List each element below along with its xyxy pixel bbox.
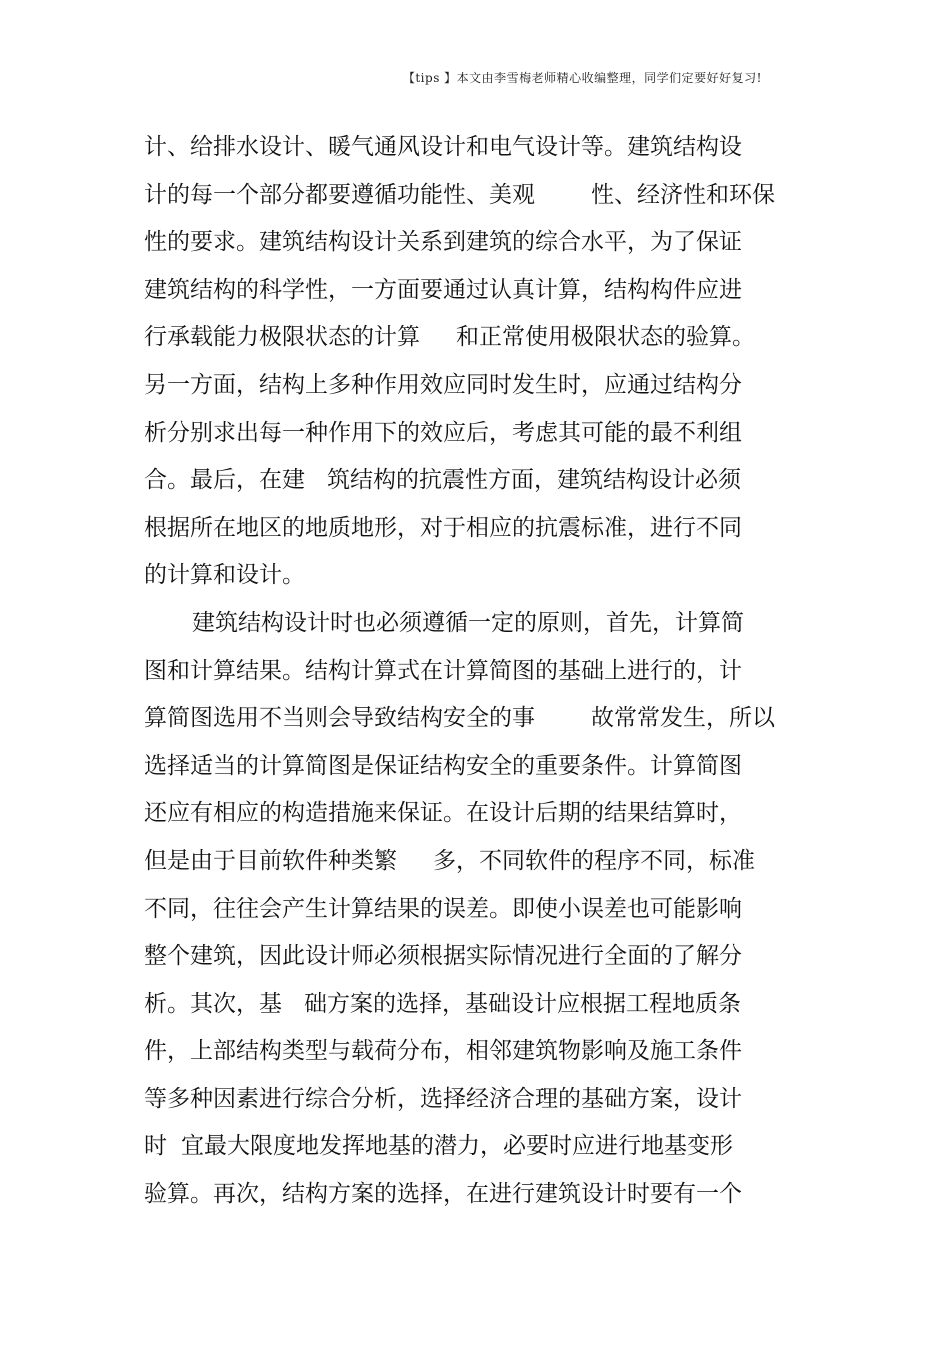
text-line [144,981,784,1029]
text-line [144,933,784,981]
text-line [144,505,784,553]
text-segment: 根据所在地区的地质地形，对于相应的抗震标准，进行不同 [144,514,742,541]
document-body [144,124,784,1219]
text-segment: 和正常使用极限状态的验算。 [456,324,755,351]
text-line [144,219,784,267]
text-line [144,838,784,886]
text-line [144,648,784,696]
text-segment: 析。其次，基 [144,990,282,1017]
text-segment: 件，上部结构类型与载荷分布，相邻建筑物影响及施工条件 [144,1038,742,1065]
text-line [144,362,784,410]
text-line [144,790,784,838]
text-segment: 性、经济性和环保 [591,181,775,208]
header-tip: 【tips 】本文由李雪梅老师精心收编整理，同学们定要好好复习! [402,71,762,85]
text-segment: 础方案的选择，基础设计应根据工程地质条 [304,990,741,1017]
text-segment: 故常常发生，所以 [591,705,775,732]
text-line [144,695,784,743]
text-line [144,124,784,172]
text-segment: 验算。再次，结构方案的选择，在进行建筑设计时要有一个 [144,1181,742,1208]
text-segment: 计的每一个部分都要遵循功能性、美观 [144,181,535,208]
text-line [144,1123,784,1171]
text-segment: 性的要求。建筑结构设计关系到建筑的综合水平，为了保证 [144,229,742,256]
text-line [144,1028,784,1076]
text-segment: 宜最大限度地发挥地基的潜力，必要时应进行地基变形 [181,1133,733,1160]
text-segment: 但是由于目前软件种类繁 [144,847,397,874]
text-segment: 另一方面，结构上多种作用效应同时发生时，应通过结构分 [144,371,742,398]
text-segment: 计、给排水设计、暖气通风设计和电气设计等。建筑结构设 [144,134,742,160]
text-segment: 筑结构的抗震性方面，建筑结构设计必须 [327,467,741,494]
text-segment: 合。最后，在建 [144,467,305,494]
text-segment: 图和计算结果。结构计算式在计算简图的基础上进行的，计 [144,657,742,684]
text-line [144,886,784,934]
text-segment: 等多种因素进行综合分析，选择经济合理的基础方案，设计 [144,1085,742,1112]
text-line [144,410,784,458]
text-segment: 的计算和设计。 [144,562,305,589]
text-segment: 时 [144,1133,167,1160]
text-line [144,172,784,220]
text-segment: 建筑结构的科学性，一方面要通过认真计算，结构构件应进 [144,276,742,303]
text-line [144,743,784,791]
text-segment: 不同，往往会产生计算结果的误差。即使小误差也可能影响 [144,895,742,922]
text-segment: 还应有相应的构造措施来保证。在设计后期的结果结算时， [144,800,742,827]
text-line [144,314,784,362]
text-segment: 建筑结构设计时也必须遵循一定的原则，首先，计算简 [192,609,744,636]
text-segment: 选择适当的计算简图是保证结构安全的重要条件。计算简图 [144,752,742,779]
text-segment: 多，不同软件的程序不同，标准 [433,847,755,874]
text-segment: 行承载能力极限状态的计算 [144,324,420,351]
text-segment: 算简图选用不当则会导致结构安全的事 [144,705,535,732]
text-line [144,600,784,648]
text-segment: 析分别求出每一种作用下的效应后，考虑其可能的最不利组 [144,419,742,446]
text-line [144,552,784,600]
text-line [144,267,784,315]
text-segment: 整个建筑，因此设计师必须根据实际情况进行全面的了解分 [144,943,742,970]
text-line [144,1076,784,1124]
text-line [144,1171,784,1219]
text-line [144,457,784,505]
